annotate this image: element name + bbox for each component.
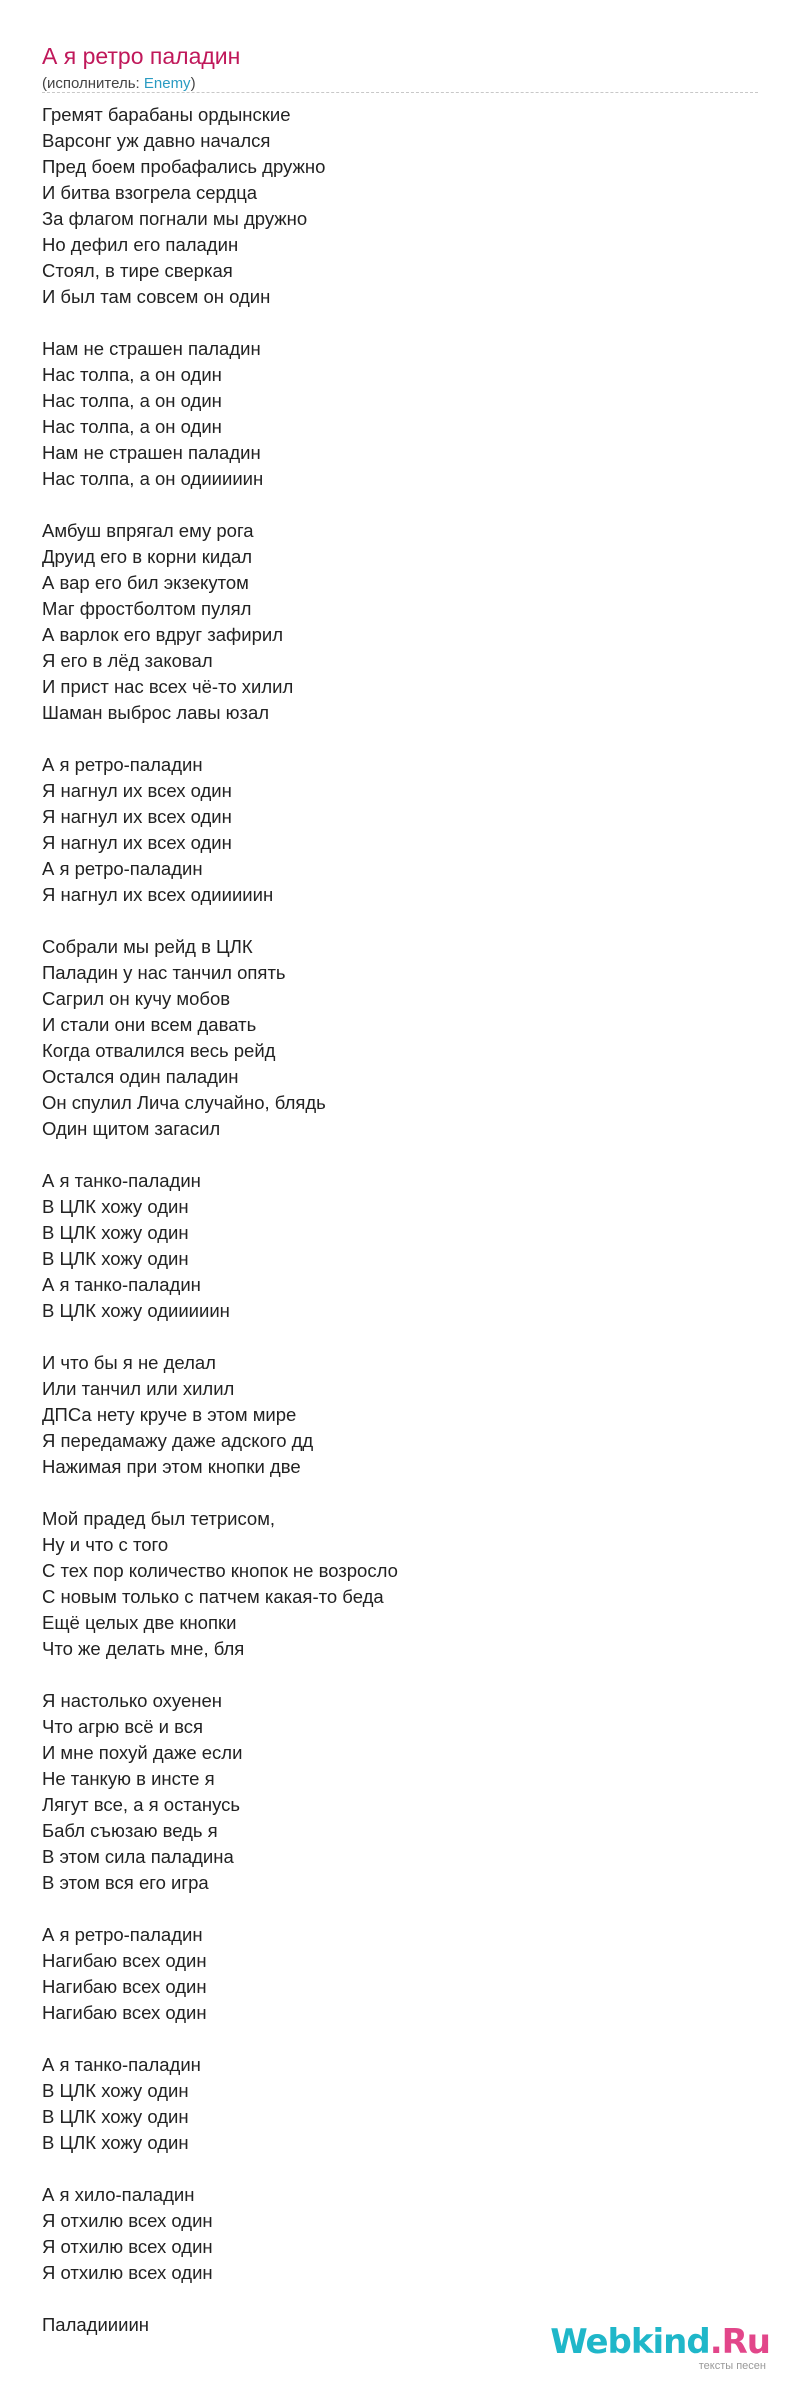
lyric-line: Мой прадед был тетрисом,	[42, 1508, 276, 1529]
logo-tagline: тексты песен	[698, 2360, 766, 2372]
lyric-line: Или танчил или хилил	[42, 1378, 235, 1399]
song-title: А я ретро паладин	[42, 43, 241, 69]
lyric-line: Один щитом загасил	[42, 1118, 221, 1139]
lyric-line: Нам не страшен паладин	[42, 442, 261, 463]
lyric-line: Я нагнул их всех один	[42, 832, 232, 853]
lyric-line: Варсонг уж давно начался	[42, 130, 271, 151]
lyric-line: А я хило-паладин	[42, 2184, 195, 2205]
lyrics-stanza	[42, 1350, 758, 1480]
lyric-line: Лягут все, а я останусь	[42, 1794, 241, 1815]
lyric-line: И битва взогрела сердца	[42, 182, 258, 203]
header-divider	[42, 92, 758, 93]
lyric-line: А я танко-паладин	[42, 2054, 201, 2075]
lyric-line: Стоял, в тире сверкая	[42, 260, 233, 281]
lyric-line: Я нагнул их всех одииииин	[42, 884, 274, 905]
lyric-line: Я отхилю всех один	[42, 2210, 213, 2231]
lyric-line: Нагибаю всех один	[42, 2002, 207, 2023]
lyric-line: Друид его в корни кидал	[42, 546, 253, 567]
lyric-line: Ещё целых две кнопки	[42, 1612, 237, 1633]
artist-line	[42, 74, 758, 94]
lyric-line: А я ретро-паладин	[42, 754, 203, 775]
lyric-line: Когда отвалился весь рейд	[42, 1040, 276, 1061]
lyric-line: А я ретро-паладин	[42, 1924, 203, 1945]
lyric-line: За флагом погнали мы дружно	[42, 208, 308, 229]
lyric-line: А варлок его вдруг зафирил	[42, 624, 284, 645]
lyric-line: Нас толпа, а он один	[42, 416, 222, 437]
lyric-line: Сагрил он кучу мобов	[42, 988, 231, 1009]
lyric-line: Паладин у нас танчил опять	[42, 962, 286, 983]
lyrics-stanza	[42, 2182, 758, 2286]
lyric-line: В этом сила паладина	[42, 1846, 234, 1867]
lyric-line: Нас толпа, а он один	[42, 390, 222, 411]
lyric-line: И прист нас всех чё-то хилил	[42, 676, 294, 697]
lyrics-stanza	[42, 2052, 758, 2156]
lyric-line: ДПСа нету круче в этом мире	[42, 1404, 297, 1425]
lyric-line: Но дефил его паладин	[42, 234, 239, 255]
lyric-line: А я танко-паладин	[42, 1274, 201, 1295]
lyric-line: И что бы я не делал	[42, 1352, 216, 1373]
lyric-line: Я нагнул их всех один	[42, 806, 232, 827]
lyrics-stanza	[42, 1922, 758, 2026]
lyrics-stanza	[42, 1688, 758, 1896]
lyrics-stanza	[42, 102, 758, 310]
lyric-line: Что агрю всё и вся	[42, 1716, 204, 1737]
lyrics-stanza	[42, 934, 758, 1142]
lyric-line: В ЦЛК хожу один	[42, 2106, 189, 2127]
lyric-line: Собрали мы рейд в ЦЛК	[42, 936, 253, 957]
lyric-line: Пред боем пробафались дружно	[42, 156, 326, 177]
logo-name: Webkind	[550, 2322, 710, 2362]
lyrics-stanza	[42, 518, 758, 726]
lyric-line: Я настолько охуенен	[42, 1690, 222, 1711]
lyric-line: А я ретро-паладин	[42, 858, 203, 879]
lyric-line: Не танкую в инсте я	[42, 1768, 215, 1789]
lyric-line: В ЦЛК хожу один	[42, 2132, 189, 2153]
lyric-line: Нас толпа, а он один	[42, 364, 222, 385]
lyric-line: Я передамажу даже адского дд	[42, 1430, 314, 1451]
lyric-line: И мне похуй даже если	[42, 1742, 243, 1763]
lyric-line: В ЦЛК хожу один	[42, 2080, 189, 2101]
lyric-line: Нагибаю всех один	[42, 1976, 207, 1997]
logo-wordmark	[550, 2324, 770, 2360]
lyric-line: Что же делать мне, бля	[42, 1638, 245, 1659]
lyric-line: Бабл съюзаю ведь я	[42, 1820, 218, 1841]
lyric-line: В ЦЛК хожу один	[42, 1222, 189, 1243]
lyric-line: Я нагнул их всех один	[42, 780, 232, 801]
lyric-line: Я отхилю всех один	[42, 2262, 213, 2283]
lyrics-stanza	[42, 336, 758, 492]
lyric-line: Гремят барабаны ордынские	[42, 104, 291, 125]
lyric-line: Шаман выброс лавы юзал	[42, 702, 270, 723]
lyric-line: Я его в лёд заковал	[42, 650, 213, 671]
lyric-line: Он спулил Лича случайно, блядь	[42, 1092, 326, 1113]
lyrics-body	[42, 102, 758, 2364]
lyric-line: Нажимая при этом кнопки две	[42, 1456, 301, 1477]
lyric-line: Паладиииин	[42, 2314, 150, 2335]
song-header	[42, 40, 758, 94]
lyric-line: Маг фростболтом пулял	[42, 598, 252, 619]
artist-link[interactable]: Enemy	[143, 75, 191, 92]
artist-prefix: (исполнитель:	[42, 75, 144, 92]
lyric-line: Ну и что с того	[42, 1534, 169, 1555]
lyric-line: И был там совсем он один	[42, 286, 271, 307]
lyric-line: В этом вся его игра	[42, 1872, 209, 1893]
lyrics-stanza	[42, 752, 758, 908]
lyric-line: А вар его бил экзекутом	[42, 572, 249, 593]
lyric-line: Остался один паладин	[42, 1066, 239, 1087]
lyric-line: И стали они всем давать	[42, 1014, 257, 1035]
site-logo[interactable]	[550, 2324, 770, 2372]
lyric-line: В ЦЛК хожу одииииин	[42, 1300, 230, 1321]
lyric-line: Я отхилю всех один	[42, 2236, 213, 2257]
lyric-line: Нас толпа, а он одииииин	[42, 468, 264, 489]
lyrics-stanza	[42, 1506, 758, 1662]
logo-tld: .Ru	[709, 2322, 770, 2362]
lyric-line: С новым только с патчем какая-то беда	[42, 1586, 384, 1607]
lyric-line: Нам не страшен паладин	[42, 338, 261, 359]
lyric-line: В ЦЛК хожу один	[42, 1196, 189, 1217]
lyrics-stanza	[42, 1168, 758, 1324]
lyric-line: С тех пор количество кнопок не возросло	[42, 1560, 398, 1581]
artist-suffix: )	[190, 75, 196, 92]
lyric-line: В ЦЛК хожу один	[42, 1248, 189, 1269]
lyric-line: Амбуш впрягал ему рога	[42, 520, 254, 541]
lyric-line: Нагибаю всех один	[42, 1950, 207, 1971]
lyric-line: А я танко-паладин	[42, 1170, 201, 1191]
